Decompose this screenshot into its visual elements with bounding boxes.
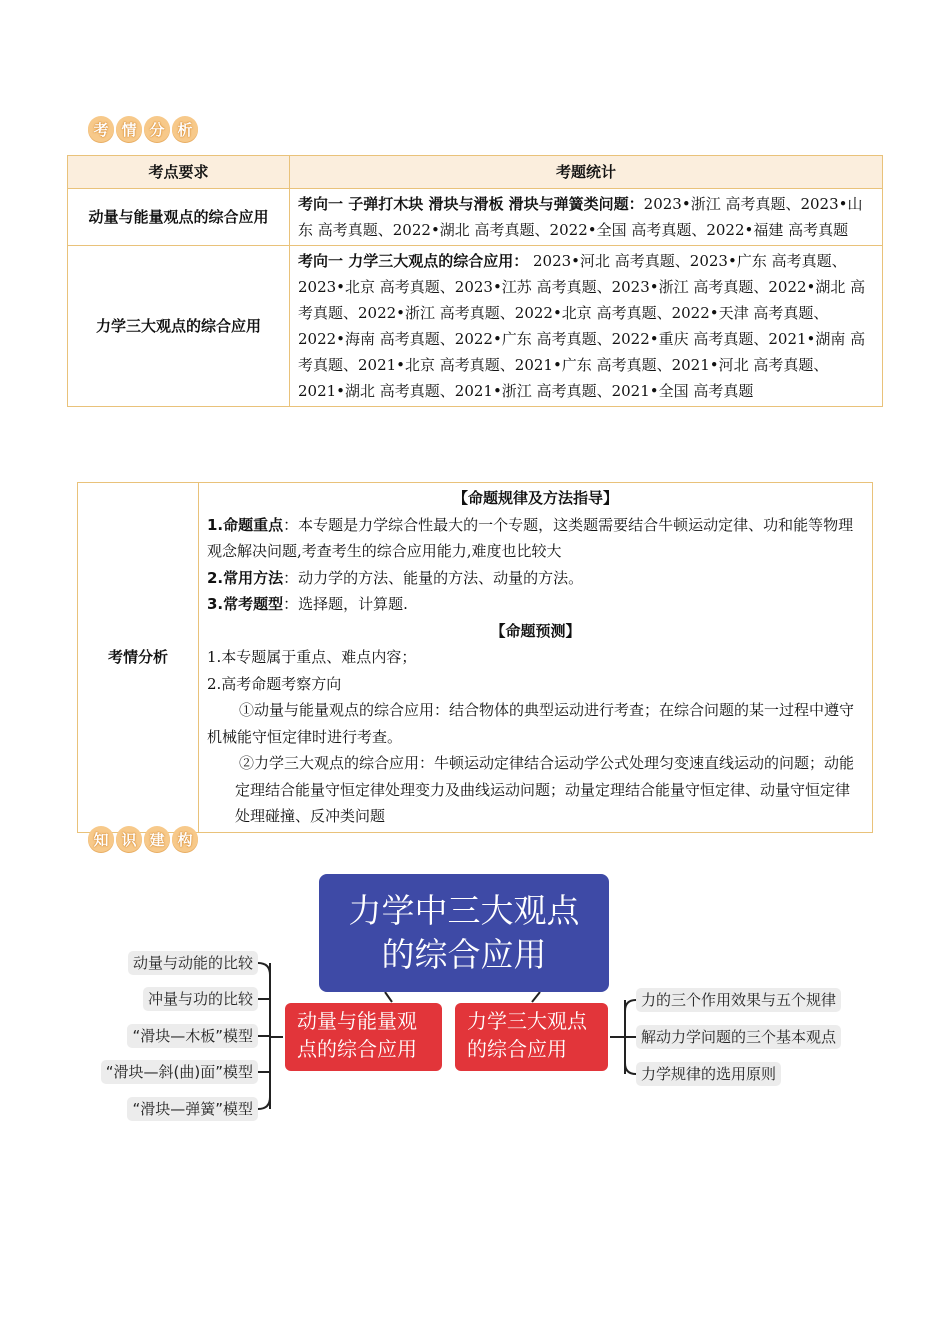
row-lead: 考向一 力学三大观点的综合应用： bbox=[298, 252, 529, 270]
row-topic: 力学三大观点的综合应用 bbox=[68, 246, 290, 407]
analysis-label: 考情分析 bbox=[78, 483, 199, 833]
mindmap-leaf: 冲量与功的比较 bbox=[143, 987, 258, 1011]
paragraph: 1.本专题属于重点、难点内容； bbox=[207, 648, 417, 666]
badge-char: 知 bbox=[88, 826, 114, 852]
mindmap-leaf: 动量与动能的比较 bbox=[128, 951, 258, 975]
heading-prediction: 【命题预测】 bbox=[490, 621, 581, 640]
header-statistics: 考题统计 bbox=[290, 156, 883, 189]
badge-char: 析 bbox=[172, 116, 198, 142]
badge-char: 建 bbox=[144, 826, 170, 852]
heading-guidance: 【命题规律及方法指导】 bbox=[452, 489, 618, 507]
row-topic: 动量与能量观点的综合应用 bbox=[68, 189, 290, 246]
mindmap-leaf: 解动力学问题的三个基本观点 bbox=[636, 1025, 841, 1049]
para-text: ：动力学的方法、能量的方法、动量的方法。 bbox=[283, 568, 584, 587]
mindmap-root bbox=[319, 874, 609, 992]
mindmap-leaf: “滑块—弹簧”模型 bbox=[127, 1097, 258, 1121]
mindmap-leaf: 力的三个作用效果与五个规律 bbox=[636, 988, 841, 1012]
root-label: 力学中三大观点的综合应用 bbox=[348, 891, 580, 974]
mindmap-leaf: 力学规律的选用原则 bbox=[636, 1062, 781, 1086]
paragraph: ②力学三大观点的综合应用：牛顿运动定律结合运动学公式处理匀变速直线运动的问题；动能定理结合能量守恒定律处理变力及曲线运动问题；动量定理结合能量守恒定律、动量守恒定律处理碰撞、反冲类问题 bbox=[235, 754, 855, 825]
para-lead: 3.常考题型 bbox=[207, 595, 284, 613]
header-requirement: 考点要求 bbox=[68, 156, 290, 189]
para-text: ：选择题，计算题. bbox=[283, 595, 408, 613]
paragraph: ①动量与能量观点的综合应用：结合物体的典型运动进行考查；在综合问题的某一过程中遵守机械能守恒定律时进行考查。 bbox=[207, 701, 855, 746]
badge-char: 情 bbox=[116, 116, 142, 142]
mindmap-leaf: “滑块—斜(曲)面”模型 bbox=[101, 1060, 258, 1084]
badge-char: 考 bbox=[88, 116, 114, 142]
mindmap-branch-left: 动量与能量观点的综合应用 bbox=[285, 1003, 442, 1071]
paragraph: 2.高考命题考察方向 bbox=[207, 674, 342, 693]
row-text: 2023•河北 高考真题、2023•广东 高考真题、2023•北京 高考真题、2023•江苏 高考真题、2023•浙江 高考真题、2022•湖北 高考真题、2022•浙江 高考真题、2022•北京 高考真题、2022•天津 高考真题、2022•海南 高考真题、2022•广东 高考真题、2022•重庆 高考真题、2021•湖南 高考真题、2021•北京 高考真题、2021•广东 高考真题、2021•河北 高考真题、2021•湖北 高考真题、2021•浙江 高考真题、2021•全国 高考真题 bbox=[298, 252, 866, 400]
badge-char: 构 bbox=[172, 826, 198, 852]
mindmap-leaf: “滑块—木板”模型 bbox=[127, 1024, 258, 1048]
mindmap-branch-right: 力学三大观点的综合应用 bbox=[455, 1003, 608, 1071]
row-lead: 考向一 子弹打木块 滑块与滑板 滑块与弹簧类问题： bbox=[298, 195, 644, 213]
badge-char: 分 bbox=[144, 116, 170, 142]
row-text: 2023•浙江 高考真题、2023•山东 高考真题、2022•湖北 高考真题、2022•全国 高考真题、2022•福建 高考真题 bbox=[298, 195, 863, 239]
para-lead: 1.命题重点 bbox=[207, 515, 284, 534]
para-lead: 2.常用方法 bbox=[207, 568, 284, 587]
para-text: ：本专题是力学综合性最大的一个专题，这类题需要结合牛顿运动定律、功和能等物理观念解决问题,考查考生的综合应用能力,难度也比较大 bbox=[207, 515, 854, 560]
badge-char: 识 bbox=[116, 826, 142, 852]
